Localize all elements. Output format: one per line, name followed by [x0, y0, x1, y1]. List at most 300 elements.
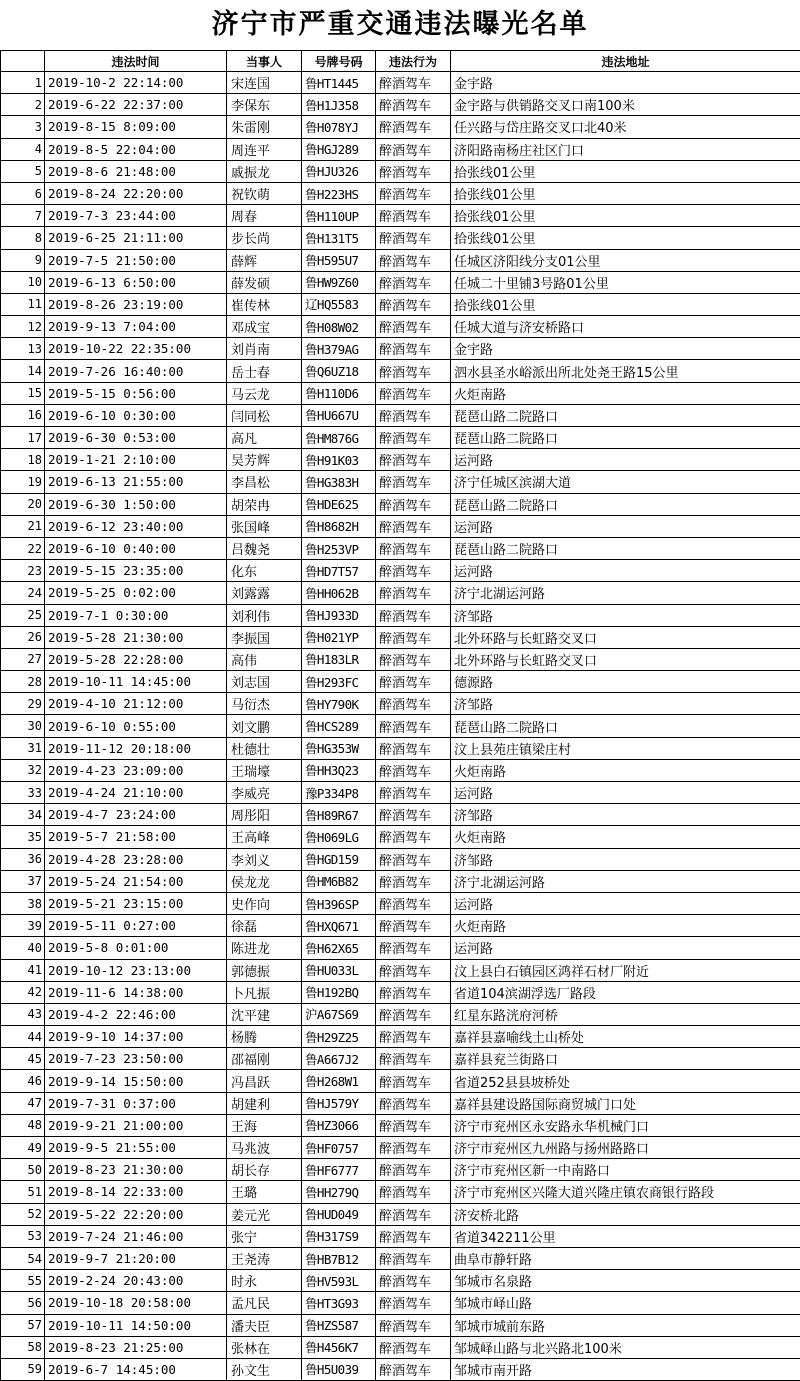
violation-time: 2019-5-7 21:58:00: [45, 826, 227, 848]
row-index: 49: [1, 1137, 45, 1159]
violation-behavior: 醉酒驾车: [376, 1336, 451, 1358]
violation-time: 2019-6-30 1:50:00: [45, 493, 227, 515]
row-index: 2: [1, 94, 45, 116]
row-index: 19: [1, 471, 45, 493]
violation-time: 2019-6-22 22:37:00: [45, 94, 227, 116]
plate-number: 鲁HD7T57: [302, 560, 376, 582]
violation-behavior: 醉酒驾车: [376, 404, 451, 426]
table-row: [1, 560, 800, 582]
violation-time: 2019-6-10 0:40:00: [45, 537, 227, 559]
plate-number: 鲁H379AG: [302, 338, 376, 360]
plate-number: 鲁H08W02: [302, 316, 376, 338]
violation-time: 2019-5-15 0:56:00: [45, 382, 227, 404]
table-row: [1, 493, 800, 515]
violation-behavior: 醉酒驾车: [376, 848, 451, 870]
violation-time: 2019-4-7 23:24:00: [45, 804, 227, 826]
plate-number: 鲁HV593L: [302, 1270, 376, 1292]
violation-time: 2019-11-12 20:18:00: [45, 737, 227, 759]
violation-behavior: 醉酒驾车: [376, 293, 451, 315]
violation-behavior: 醉酒驾车: [376, 1314, 451, 1336]
plate-number: 鲁H317S9: [302, 1225, 376, 1247]
violation-address: 琵琶山路二院路口: [451, 537, 800, 559]
plate-number: 鲁HG353W: [302, 737, 376, 759]
party-name: 闫同松: [227, 404, 302, 426]
table-row: [1, 138, 800, 160]
violation-behavior: 醉酒驾车: [376, 804, 451, 826]
table-row: [1, 182, 800, 204]
plate-number: 鲁HU033L: [302, 959, 376, 981]
violation-address: 运河路: [451, 560, 800, 582]
row-index: 5: [1, 160, 45, 182]
violation-time: 2019-1-21 2:10:00: [45, 449, 227, 471]
violation-address: 省道252县县坡桥处: [451, 1070, 800, 1092]
violation-address: 省道104滨湖浮选厂路段: [451, 981, 800, 1003]
table-row: [1, 1203, 800, 1225]
violation-address: 济宁市兖州区新一中南路口: [451, 1159, 800, 1181]
row-index: 58: [1, 1336, 45, 1358]
violation-time: 2019-5-21 23:15:00: [45, 892, 227, 914]
party-name: 邓成宝: [227, 316, 302, 338]
violation-time: 2019-8-24 22:20:00: [45, 182, 227, 204]
violation-address: 火炬南路: [451, 382, 800, 404]
table-row: [1, 227, 800, 249]
table-row: [1, 782, 800, 804]
violation-behavior: 醉酒驾车: [376, 1225, 451, 1247]
table-row: [1, 737, 800, 759]
row-index: 42: [1, 981, 45, 1003]
row-index: 34: [1, 804, 45, 826]
violation-behavior: 醉酒驾车: [376, 138, 451, 160]
violation-behavior: 醉酒驾车: [376, 1181, 451, 1203]
violation-behavior: 醉酒驾车: [376, 249, 451, 271]
party-name: 薛辉: [227, 249, 302, 271]
violation-address: 北外环路与长虹路交叉口: [451, 648, 800, 670]
plate-number: 鲁H62X65: [302, 937, 376, 959]
party-name: 胡长存: [227, 1159, 302, 1181]
violation-behavior: 醉酒驾车: [376, 1292, 451, 1314]
header-index: [1, 51, 45, 72]
violation-behavior: 醉酒驾车: [376, 937, 451, 959]
plate-number: 鲁HZS587: [302, 1314, 376, 1336]
violation-address: 济邹路: [451, 848, 800, 870]
table-row: [1, 1225, 800, 1247]
violation-behavior: 醉酒驾车: [376, 1048, 451, 1070]
violation-time: 2019-9-13 7:04:00: [45, 316, 227, 338]
party-name: 杜德壮: [227, 737, 302, 759]
violation-behavior: 醉酒驾车: [376, 648, 451, 670]
violation-address: 拾张线01公里: [451, 293, 800, 315]
row-index: 23: [1, 560, 45, 582]
party-name: 邵福刚: [227, 1048, 302, 1070]
violation-behavior: 醉酒驾车: [376, 537, 451, 559]
violation-address: 济邹路: [451, 604, 800, 626]
table-row: [1, 870, 800, 892]
table-row: [1, 1181, 800, 1203]
party-name: 沈平建: [227, 1003, 302, 1025]
row-index: 17: [1, 427, 45, 449]
row-index: 31: [1, 737, 45, 759]
party-name: 杨腾: [227, 1026, 302, 1048]
violation-time: 2019-6-12 23:40:00: [45, 515, 227, 537]
violation-address: 邹城市南开路: [451, 1358, 800, 1380]
table-row: [1, 804, 800, 826]
row-index: 24: [1, 582, 45, 604]
violation-behavior: 醉酒驾车: [376, 1003, 451, 1025]
violation-behavior: 醉酒驾车: [376, 959, 451, 981]
plate-number: 鲁H192BQ: [302, 981, 376, 1003]
violation-time: 2019-5-15 23:35:00: [45, 560, 227, 582]
row-index: 3: [1, 116, 45, 138]
violation-address: 济邹路: [451, 693, 800, 715]
violation-behavior: 醉酒驾车: [376, 1137, 451, 1159]
party-name: 胡荣冉: [227, 493, 302, 515]
plate-number: 鲁HH062B: [302, 582, 376, 604]
party-name: 朱雷刚: [227, 116, 302, 138]
table-row: [1, 382, 800, 404]
violation-time: 2019-7-1 0:30:00: [45, 604, 227, 626]
header-plate-number: 号牌号码: [302, 51, 376, 72]
violation-time: 2019-6-13 6:50:00: [45, 271, 227, 293]
plate-number: 鲁HCS289: [302, 715, 376, 737]
violation-address: 济宁北湖运河路: [451, 870, 800, 892]
violation-address: 汶上县白石镇园区鸿祥石材厂附近: [451, 959, 800, 981]
violation-address: 运河路: [451, 892, 800, 914]
row-index: 30: [1, 715, 45, 737]
violation-address: 济邹路: [451, 804, 800, 826]
violation-behavior: 醉酒驾车: [376, 427, 451, 449]
violation-behavior: 醉酒驾车: [376, 94, 451, 116]
table-row: [1, 915, 800, 937]
violation-time: 2019-10-18 20:58:00: [45, 1292, 227, 1314]
table-row: [1, 1247, 800, 1269]
table-row: [1, 693, 800, 715]
plate-number: 豫P334P8: [302, 782, 376, 804]
violation-behavior: 醉酒驾车: [376, 782, 451, 804]
violation-address: 金宇路: [451, 338, 800, 360]
violation-time: 2019-10-12 23:13:00: [45, 959, 227, 981]
party-name: 周春: [227, 205, 302, 227]
violation-behavior: 醉酒驾车: [376, 471, 451, 493]
row-index: 48: [1, 1114, 45, 1136]
table-row: [1, 826, 800, 848]
plate-number: 鲁H29Z25: [302, 1026, 376, 1048]
violation-address: 济宁市兖州区兴隆大道兴隆庄镇农商银行路段: [451, 1181, 800, 1203]
party-name: 姜元光: [227, 1203, 302, 1225]
plate-number: 鲁HJ579Y: [302, 1092, 376, 1114]
row-index: 44: [1, 1026, 45, 1048]
violation-address: 拾张线01公里: [451, 182, 800, 204]
violation-behavior: 醉酒驾车: [376, 449, 451, 471]
plate-number: 鲁HB7B12: [302, 1247, 376, 1269]
plate-number: 鲁HGJ289: [302, 138, 376, 160]
violation-time: 2019-4-24 21:10:00: [45, 782, 227, 804]
violation-time: 2019-9-21 21:00:00: [45, 1114, 227, 1136]
party-name: 刘利伟: [227, 604, 302, 626]
party-name: 祝钦萌: [227, 182, 302, 204]
table-row: [1, 404, 800, 426]
violation-behavior: 醉酒驾车: [376, 892, 451, 914]
violation-address: 金宇路与供销路交叉口南100米: [451, 94, 800, 116]
row-index: 59: [1, 1358, 45, 1380]
violation-address: 济宁北湖运河路: [451, 582, 800, 604]
violation-time: 2019-10-22 22:35:00: [45, 338, 227, 360]
party-name: 周连平: [227, 138, 302, 160]
plate-number: 鲁HU667U: [302, 404, 376, 426]
violation-time: 2019-4-23 23:09:00: [45, 759, 227, 781]
table-row: [1, 515, 800, 537]
violation-time: 2019-7-31 0:37:00: [45, 1092, 227, 1114]
violation-address: 红星东路洸府河桥: [451, 1003, 800, 1025]
violation-time: 2019-7-3 23:44:00: [45, 205, 227, 227]
plate-number: 鲁H069LG: [302, 826, 376, 848]
party-name: 侯龙龙: [227, 870, 302, 892]
violation-time: 2019-11-6 14:38:00: [45, 981, 227, 1003]
party-name: 王海: [227, 1114, 302, 1136]
party-name: 李保东: [227, 94, 302, 116]
violation-behavior: 醉酒驾车: [376, 826, 451, 848]
violation-time: 2019-7-5 21:50:00: [45, 249, 227, 271]
party-name: 陈进龙: [227, 937, 302, 959]
table-row: [1, 1137, 800, 1159]
violation-time: 2019-6-30 0:53:00: [45, 427, 227, 449]
row-index: 8: [1, 227, 45, 249]
party-name: 刘文鹏: [227, 715, 302, 737]
party-name: 戚振龙: [227, 160, 302, 182]
page-title: 济宁市严重交通违法曝光名单: [0, 0, 800, 51]
violation-time: 2019-9-14 15:50:00: [45, 1070, 227, 1092]
violation-behavior: 醉酒驾车: [376, 737, 451, 759]
plate-number: 辽HQ5583: [302, 293, 376, 315]
plate-number: 鲁Q6UZ18: [302, 360, 376, 382]
party-name: 步长尚: [227, 227, 302, 249]
violation-address: 运河路: [451, 515, 800, 537]
violation-address: 省道342211公里: [451, 1225, 800, 1247]
violations-table: [0, 51, 800, 1381]
party-name: 胡建利: [227, 1092, 302, 1114]
row-index: 46: [1, 1070, 45, 1092]
violation-address: 邹城市峄山路: [451, 1292, 800, 1314]
violation-behavior: 醉酒驾车: [376, 582, 451, 604]
row-index: 57: [1, 1314, 45, 1336]
violation-time: 2019-6-10 0:30:00: [45, 404, 227, 426]
row-index: 6: [1, 182, 45, 204]
header-party: 当事人: [227, 51, 302, 72]
violation-time: 2019-7-24 21:46:00: [45, 1225, 227, 1247]
row-index: 41: [1, 959, 45, 981]
violation-address: 邹城市名泉路: [451, 1270, 800, 1292]
violation-behavior: 醉酒驾车: [376, 316, 451, 338]
row-index: 1: [1, 72, 45, 94]
violation-address: 德源路: [451, 671, 800, 693]
party-name: 李威亮: [227, 782, 302, 804]
violation-time: 2019-8-15 8:09:00: [45, 116, 227, 138]
table-row: [1, 427, 800, 449]
table-row: [1, 848, 800, 870]
plate-number: 鲁HDE625: [302, 493, 376, 515]
plate-number: 鲁H183LR: [302, 648, 376, 670]
party-name: 高伟: [227, 648, 302, 670]
row-index: 10: [1, 271, 45, 293]
table-row: [1, 94, 800, 116]
plate-number: 鲁A667J2: [302, 1048, 376, 1070]
plate-number: 鲁HH279Q: [302, 1181, 376, 1203]
plate-number: 鲁HT3G93: [302, 1292, 376, 1314]
party-name: 卜凡振: [227, 981, 302, 1003]
table-row: [1, 1292, 800, 1314]
header-violation-behavior: 违法行为: [376, 51, 451, 72]
plate-number: 鲁H89R67: [302, 804, 376, 826]
violation-time: 2019-6-10 0:55:00: [45, 715, 227, 737]
violation-address: 火炬南路: [451, 826, 800, 848]
violation-address: 北外环路与长虹路交叉口: [451, 626, 800, 648]
plate-number: 鲁HM6B82: [302, 870, 376, 892]
violation-time: 2019-8-26 23:19:00: [45, 293, 227, 315]
table-row: [1, 959, 800, 981]
violation-address: 泗水县圣水峪派出所北处尧王路15公里: [451, 360, 800, 382]
violation-address: 火炬南路: [451, 915, 800, 937]
row-index: 55: [1, 1270, 45, 1292]
row-index: 28: [1, 671, 45, 693]
plate-number: 鲁HJU326: [302, 160, 376, 182]
violation-behavior: 醉酒驾车: [376, 1070, 451, 1092]
table-row: [1, 205, 800, 227]
violation-address: 琵琶山路二院路口: [451, 404, 800, 426]
violation-behavior: 醉酒驾车: [376, 271, 451, 293]
party-name: 崔传林: [227, 293, 302, 315]
table-row: [1, 715, 800, 737]
party-name: 冯昌跃: [227, 1070, 302, 1092]
violation-time: 2019-9-10 14:37:00: [45, 1026, 227, 1048]
table-row: [1, 759, 800, 781]
table-row: [1, 671, 800, 693]
plate-number: 鲁HZ3066: [302, 1114, 376, 1136]
violation-address: 金宇路: [451, 72, 800, 94]
table-body: [1, 72, 800, 1381]
plate-number: 鲁H1J358: [302, 94, 376, 116]
row-index: 9: [1, 249, 45, 271]
table-row: [1, 471, 800, 493]
row-index: 33: [1, 782, 45, 804]
row-index: 12: [1, 316, 45, 338]
party-name: 马兆波: [227, 1137, 302, 1159]
plate-number: 鲁H8682H: [302, 515, 376, 537]
header-violation-time: 违法时间: [45, 51, 227, 72]
plate-number: 鲁H456K7: [302, 1336, 376, 1358]
plate-number: 鲁HM876G: [302, 427, 376, 449]
violation-time: 2019-6-25 21:11:00: [45, 227, 227, 249]
party-name: 张国峰: [227, 515, 302, 537]
violation-time: 2019-10-11 14:50:00: [45, 1314, 227, 1336]
row-index: 40: [1, 937, 45, 959]
party-name: 化东: [227, 560, 302, 582]
violation-behavior: 醉酒驾车: [376, 72, 451, 94]
party-name: 刘露露: [227, 582, 302, 604]
plate-number: 鲁H91K03: [302, 449, 376, 471]
violation-address: 琵琶山路二院路口: [451, 427, 800, 449]
table-row: [1, 1092, 800, 1114]
plate-number: 鲁H595U7: [302, 249, 376, 271]
row-index: 35: [1, 826, 45, 848]
violation-behavior: 醉酒驾车: [376, 915, 451, 937]
violation-behavior: 醉酒驾车: [376, 227, 451, 249]
violation-address: 济宁任城区滨湖大道: [451, 471, 800, 493]
row-index: 4: [1, 138, 45, 160]
table-row: [1, 293, 800, 315]
violation-time: 2019-5-25 0:02:00: [45, 582, 227, 604]
violation-address: 嘉祥县兖兰街路口: [451, 1048, 800, 1070]
violation-time: 2019-8-6 21:48:00: [45, 160, 227, 182]
table-row: [1, 1026, 800, 1048]
row-index: 20: [1, 493, 45, 515]
violation-time: 2019-5-28 21:30:00: [45, 626, 227, 648]
violation-behavior: 醉酒驾车: [376, 870, 451, 892]
plate-number: 鲁HGD159: [302, 848, 376, 870]
row-index: 54: [1, 1247, 45, 1269]
table-row: [1, 604, 800, 626]
row-index: 50: [1, 1159, 45, 1181]
violation-behavior: 醉酒驾车: [376, 626, 451, 648]
violation-behavior: 醉酒驾车: [376, 160, 451, 182]
violation-behavior: 醉酒驾车: [376, 671, 451, 693]
row-index: 51: [1, 1181, 45, 1203]
violation-behavior: 醉酒驾车: [376, 1270, 451, 1292]
violation-address: 琵琶山路二院路口: [451, 715, 800, 737]
violation-behavior: 醉酒驾车: [376, 1358, 451, 1380]
violation-address: 运河路: [451, 937, 800, 959]
violation-address: 济宁市兖州区永安路永华机械门口: [451, 1114, 800, 1136]
table-row: [1, 271, 800, 293]
violation-time: 2019-10-2 22:14:00: [45, 72, 227, 94]
plate-number: 鲁HH3Q23: [302, 759, 376, 781]
row-index: 52: [1, 1203, 45, 1225]
violation-behavior: 醉酒驾车: [376, 1114, 451, 1136]
violation-address: 嘉祥县建设路国际商贸城门口处: [451, 1092, 800, 1114]
party-name: 刘志国: [227, 671, 302, 693]
violation-address: 拾张线01公里: [451, 160, 800, 182]
violation-address: 任兴路与岱庄路交叉口北40米: [451, 116, 800, 138]
party-name: 张宁: [227, 1225, 302, 1247]
table-row: [1, 937, 800, 959]
plate-number: 鲁H5U039: [302, 1358, 376, 1380]
party-name: 吕魏尧: [227, 537, 302, 559]
violation-behavior: 醉酒驾车: [376, 493, 451, 515]
party-name: 王璐: [227, 1181, 302, 1203]
party-name: 王高峰: [227, 826, 302, 848]
table-row: [1, 648, 800, 670]
violation-time: 2019-4-10 21:12:00: [45, 693, 227, 715]
violation-address: 任城二十里铺3号路01公里: [451, 271, 800, 293]
violation-time: 2019-9-5 21:55:00: [45, 1137, 227, 1159]
plate-number: 鲁H078YJ: [302, 116, 376, 138]
party-name: 时永: [227, 1270, 302, 1292]
violation-address: 拾张线01公里: [451, 205, 800, 227]
violation-behavior: 醉酒驾车: [376, 1247, 451, 1269]
table-row: [1, 1336, 800, 1358]
violation-time: 2019-8-5 22:04:00: [45, 138, 227, 160]
party-name: 孟凡民: [227, 1292, 302, 1314]
party-name: 周彤阳: [227, 804, 302, 826]
row-index: 21: [1, 515, 45, 537]
party-name: 宋连国: [227, 72, 302, 94]
row-index: 39: [1, 915, 45, 937]
plate-number: 鲁HUD049: [302, 1203, 376, 1225]
violation-address: 运河路: [451, 782, 800, 804]
violation-behavior: 醉酒驾车: [376, 1203, 451, 1225]
plate-number: 沪A67S69: [302, 1003, 376, 1025]
plate-number: 鲁HJ933D: [302, 604, 376, 626]
party-name: 徐磊: [227, 915, 302, 937]
row-index: 25: [1, 604, 45, 626]
